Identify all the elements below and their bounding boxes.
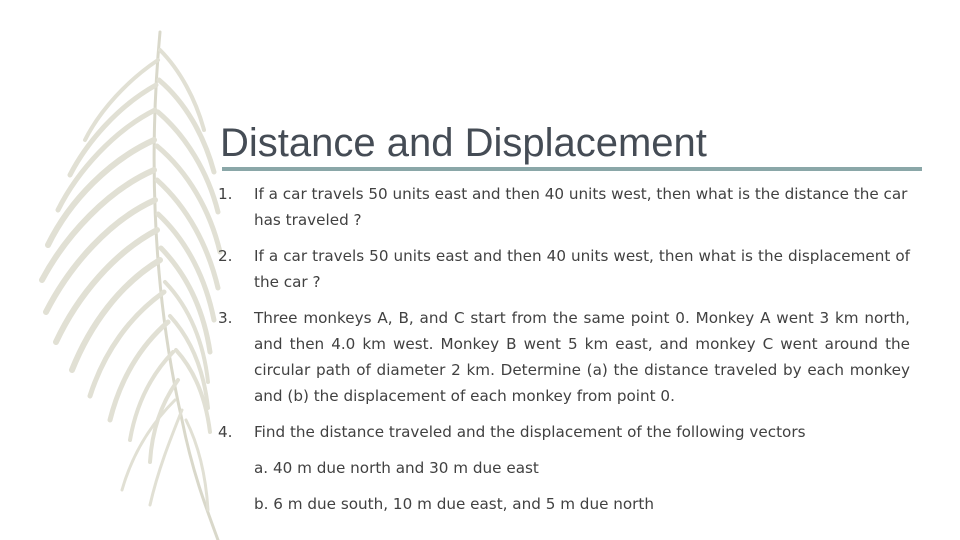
sub-item: a. 40 m due north and 30 m due east	[254, 459, 539, 477]
question-number: 2.	[218, 247, 233, 265]
question-number: 4.	[218, 423, 233, 441]
sub-item: b. 6 m due south, 10 m due east, and 5 m due north	[254, 495, 654, 513]
question-text: If a car travels 50 units east and then 40 units west, then what is the distance the car has traveled ?	[254, 185, 908, 229]
question-text: If a car travels 50 units east and then 40 units west, then what is the displacement of the car ?	[254, 247, 910, 291]
question-text: Find the distance traveled and the displacement of the following vectors	[254, 423, 806, 441]
list-item	[218, 305, 910, 409]
page-title: Distance and Displacement	[220, 121, 707, 165]
list-item	[218, 181, 910, 233]
question-list	[218, 181, 910, 517]
list-item	[218, 419, 910, 517]
list-item	[218, 243, 910, 295]
question-text: Three monkeys A, B, and C start from the same point 0. Monkey A went 3 km north, and then 4.0 km west. Monkey B went 5 km east, and monkey C went around the circular path of diameter 2 km. Determine (a) the distance traveled by each monkey and (b) the displacement of each monkey from point 0.	[254, 309, 910, 405]
question-number: 3.	[218, 309, 233, 327]
question-number: 1.	[218, 185, 233, 203]
title-underline	[222, 167, 922, 171]
